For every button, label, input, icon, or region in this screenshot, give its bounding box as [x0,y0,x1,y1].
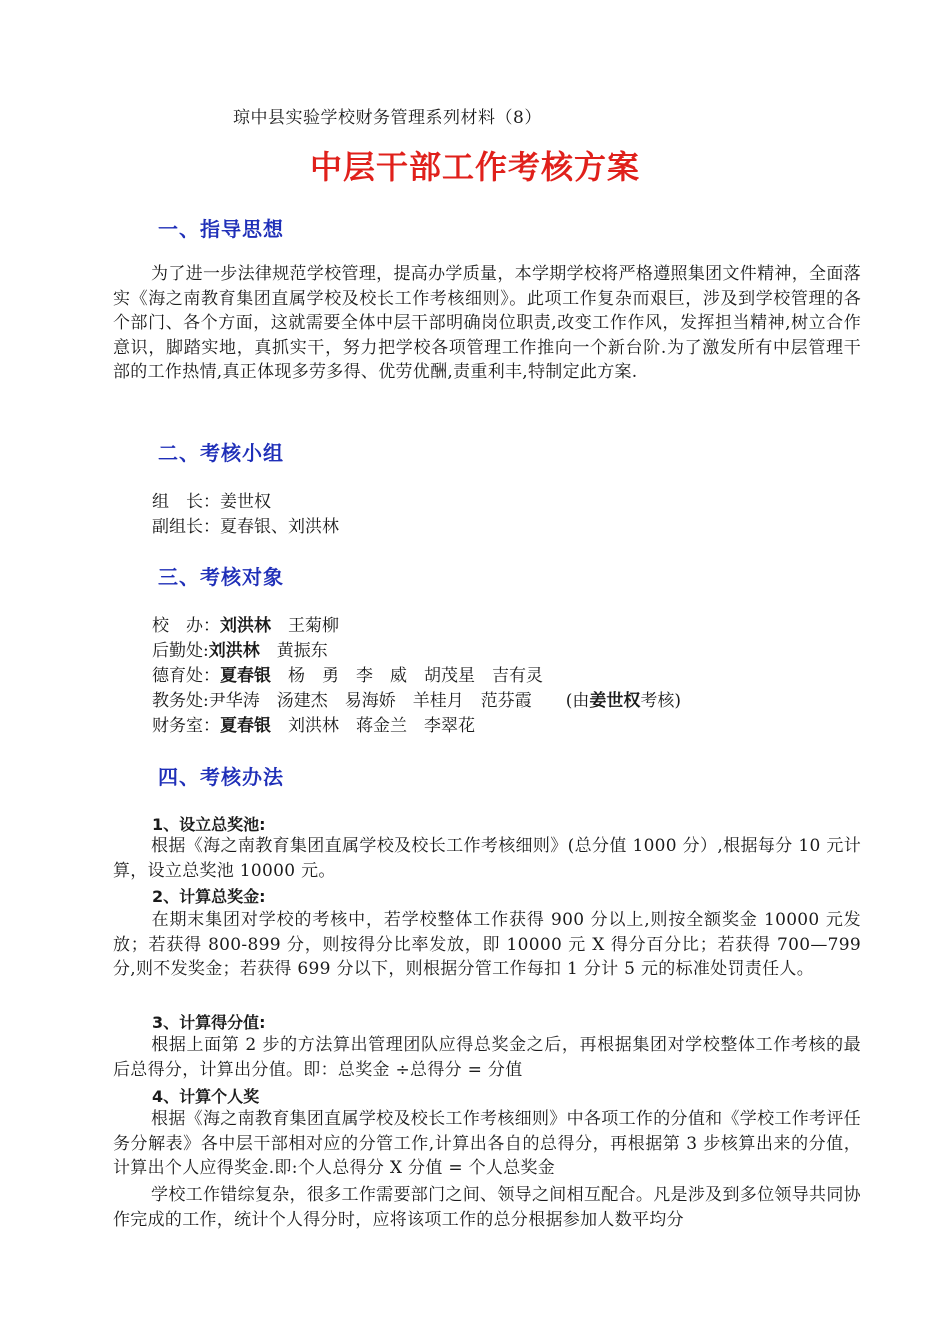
deputy-names: 夏春银、刘洪林 [220,517,339,537]
item3-paragraph [113,1033,861,1082]
note-suffix: 考核) [640,691,682,711]
series-caption: 琼中县实验学校财务管理系列材料（8） [233,108,542,128]
item1-paragraph [113,834,861,883]
dept-members: 黄振东 [259,641,328,661]
section-heading-review-group: 二、考核小组 [158,441,284,465]
paragraph-text: 根据《海之南教育集团直属学校及校长工作考核细则》中各项工作的分值和《学校工作考评任务分解表》各中层干部相对应的分管工作,计算出各自的总得分，再根据第 3 步核算出来的分值，计算出个人应得奖金.即:个人总得分 X 分值 = 个人总奖金 [113,1109,861,1179]
item3-title: 3、计算得分值: [152,1013,266,1032]
paragraph-text: 为了进一步法律规范学校管理，提高办学质量，本学期学校将严格遵照集团文件精神，全面落实《海之南教育集团直属学校及校长工作考核细则》。此项工作复杂而艰巨，涉及到学校管理的各个部门、各个方面，这就需要全体中层干部明确岗位职责,改变工作作风，发挥担当精神,树立合作意识，脚踏实地，真抓实干，努力把学校各项管理工作推向一个新台阶.为了激发所有中层管理干部的工作热情,真正体现多劳多得、优劳优酬,责重利丰,特制定此方案. [113,264,861,383]
paragraph-text: 根据上面第 2 步的方法算出管理团队应得总奖金之后，再根据集团对学校整体工作考核的最后总得分，计算出分值。即：总奖金 ÷总得分 = 分值 [113,1035,861,1080]
dept-lead: 夏春银 [220,666,271,686]
dept-label: 财务室： [152,716,220,736]
note-prefix: (由 [565,691,590,711]
dept-members: 刘洪林 蒋金兰 李翠花 [271,716,475,736]
item4-paragraph [113,1107,861,1181]
group-deputy-line [152,512,339,537]
section-heading-guiding-ideology: 一、指导思想 [158,217,284,241]
deputy-label: 副组长： [152,517,220,537]
dept-label: 德育处： [152,666,220,686]
leader-label: 组 长： [152,492,220,512]
target-row-logistics [152,636,328,661]
target-row-finance [152,711,475,736]
target-row-academic-affairs [152,686,681,711]
dept-lead: 夏春银 [220,716,271,736]
dept-label: 教务处: [152,691,209,711]
dept-members: 王菊柳 [271,616,339,636]
dept-lead: 刘洪林 [220,616,271,636]
guiding-ideology-paragraph [113,262,861,385]
leader-name: 姜世权 [220,492,271,512]
paragraph-text: 在期末集团对学校的考核中，若学校整体工作获得 900 分以上,则按全额奖金 10000 元发放；若获得 800-899 分，则按得分比率发放，即 10000 元 X 得分百分比；若获得 700—799 分,则不发奖金；若获得 699 分以下，则根据分管工作每扣 1 分计 5 元的标准处罚责任人。 [113,910,861,980]
dept-label: 后勤处: [152,641,209,661]
section-heading-review-targets: 三、考核对象 [158,565,284,589]
group-leader-line [152,487,271,512]
item2-paragraph [113,908,861,982]
document-title: 中层干部工作考核方案 [309,148,640,186]
target-row-moral-education [152,661,543,686]
dept-label: 校 办： [152,616,220,636]
target-row-principal-office [152,611,339,636]
item4-paragraph-continued [113,1183,861,1232]
item4-title: 4、计算个人奖 [152,1087,260,1106]
item2-title: 2、计算总奖金: [152,887,266,906]
dept-members: 杨 勇 李 威 胡茂星 吉有灵 [271,666,543,686]
item1-title: 1、设立总奖池: [152,815,266,834]
dept-lead: 刘洪林 [208,641,260,661]
dept-members: 尹华涛 汤建杰 易海娇 羊桂月 范芬霞 [208,691,566,711]
note-reviewer: 姜世权 [589,691,641,711]
paragraph-text: 学校工作错综复杂，很多工作需要部门之间、领导之间相互配合。凡是涉及到多位领导共同协作完成的工作，统计个人得分时，应将该项工作的总分根据参加人数平均分 [113,1185,861,1230]
section-heading-review-method: 四、考核办法 [158,765,284,789]
paragraph-text: 根据《海之南教育集团直属学校及校长工作考核细则》(总分值 1000 分）,根据每分 10 元计算，设立总奖池 10000 元。 [113,836,861,881]
